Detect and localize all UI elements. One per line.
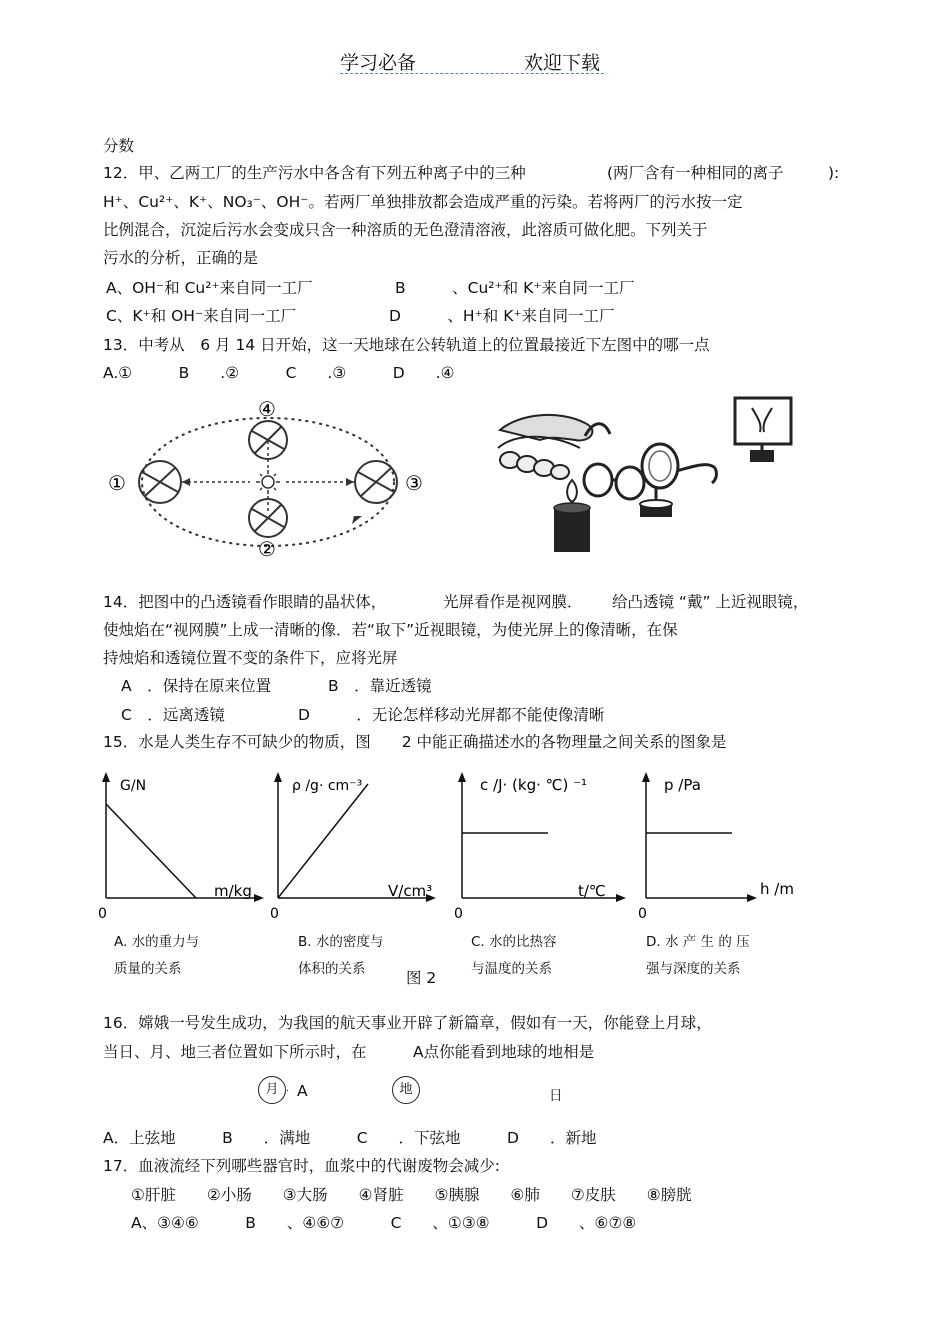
graph-b-ylabel: ρ /g· cm⁻³ xyxy=(292,778,363,794)
q12-option-b: B 、Cu²⁺和 K⁺来自同一工厂 xyxy=(395,279,635,297)
candle-icon xyxy=(554,480,590,552)
header-right: 欢迎下载 xyxy=(524,52,601,74)
graph-a-xlabel: m/kg xyxy=(214,882,252,900)
orbit-label-4: ④ xyxy=(258,397,276,421)
q17-stem: 17．血液流经下列哪些器官时，血浆中的代谢废物会减少: xyxy=(103,1157,500,1175)
orbit-label-3: ③ xyxy=(405,471,423,495)
moon-symbol: 月 xyxy=(258,1076,286,1104)
graph-b-caption1: B. 水的密度与 xyxy=(298,934,384,950)
point-dot-icon: · xyxy=(286,1086,290,1097)
earth-symbol: 地 xyxy=(392,1076,420,1104)
q14-option-b: B ．靠近透镜 xyxy=(328,677,432,695)
q14-option-c: C ．远离透镜 xyxy=(121,706,225,724)
graph-b-caption2: 体积的关系 xyxy=(298,961,366,977)
q14-line1b: 光屏看作是视网膜． xyxy=(443,593,583,611)
graph-c-xlabel: t/℃ xyxy=(578,882,606,900)
point-a-label: A xyxy=(297,1082,308,1100)
graph-c-ylabel: c /J· (kg· ℃) ⁻¹ xyxy=(480,776,588,794)
graph-b xyxy=(268,770,443,920)
q16-line1: 16．嫦娥一号发生成功，为我国的航天事业开辟了新篇章，假如有一天，你能登上月球， xyxy=(103,1014,712,1032)
section-label: 分数 xyxy=(103,137,135,155)
graph-a-ylabel: G/N xyxy=(120,778,147,794)
header-divider xyxy=(340,73,604,74)
light-screen-icon xyxy=(735,398,791,462)
graph-d-ylabel: p /Pa xyxy=(664,776,701,794)
graph-d-caption2: 强与深度的关系 xyxy=(646,961,741,977)
graph-d-xlabel: h /m xyxy=(760,880,794,898)
q14-line3: 持烛焰和透镜位置不变的条件下，应将光屏 xyxy=(103,649,398,667)
graph-b-origin: 0 xyxy=(270,906,279,920)
earth-position-1 xyxy=(139,461,181,503)
q14-line2: 使烛焰在“视网膜”上成一清晰的像．若“取下”近视眼镜，为使光屏上的像清晰，在保 xyxy=(103,621,678,639)
q12-ions: H⁺、Cu²⁺、K⁺、NO₃⁻、OH⁻。若两厂单独排放都会造成严重的污染。若将两厂的污水按一定 xyxy=(103,193,743,211)
header-left: 学习必备 xyxy=(340,52,417,74)
convex-lens-icon xyxy=(640,444,678,517)
q16-options: A．上弦地 B ．满地 C ．下弦地 D ．新地 xyxy=(103,1129,597,1147)
q12-option-c: C、K⁺和 OH⁻来自同一工厂 xyxy=(106,307,297,325)
q12-option-a: A、OH⁻和 Cu²⁺来自同一工厂 xyxy=(106,279,313,297)
hand-icon xyxy=(498,415,592,479)
q14-option-a: A ．保持在原来位置 xyxy=(121,677,272,695)
graph-c-caption2: 与温度的关系 xyxy=(471,961,552,977)
graph-a-caption2: 质量的关系 xyxy=(114,961,182,977)
orbit-label-1: ① xyxy=(108,471,126,495)
earth-position-3 xyxy=(355,461,397,503)
graph-d-caption1: D. 水 产 生 的 压 xyxy=(646,934,750,950)
graph-c-caption1: C. 水的比热容 xyxy=(471,934,557,950)
q14-line1a: 14．把图中的凸透镜看作眼睛的晶状体， xyxy=(103,593,387,611)
graph-d xyxy=(636,770,811,920)
graph-a-caption1: A. 水的重力与 xyxy=(114,934,200,950)
q17-options: A、③④⑥ B 、④⑥⑦ C 、①③⑧ D 、⑥⑦⑧ xyxy=(131,1214,637,1232)
graph-a-line xyxy=(106,804,196,898)
q12-option-d: D 、H⁺和 K⁺来自同一工厂 xyxy=(389,307,615,325)
graph-c xyxy=(452,770,632,920)
q12-line3: 比例混合，沉淀后污水会变成只含一种溶质的无色澄清溶液，此溶质可做化肥。下列关于 xyxy=(103,221,708,239)
figure-2-label: 图 2 xyxy=(406,969,437,987)
graph-b-xlabel: V/cm³ xyxy=(388,882,433,900)
graph-c-origin: 0 xyxy=(454,906,463,920)
q12-stem-end: ): xyxy=(828,164,840,182)
q14-line1c: 给凸透镜 “戴” 上近视眼镜， xyxy=(612,593,809,611)
graph-b-line xyxy=(278,784,368,898)
q17-organs: ①肝脏 ②小肠 ③大肠 ④肾脏 ⑤胰腺 ⑥肺 ⑦皮肤 ⑧膀胱 xyxy=(131,1186,692,1204)
q12-line4: 污水的分析，正确的是 xyxy=(103,249,259,267)
sun-icon xyxy=(256,470,280,494)
q16-line2: 当日、月、地三者位置如下所示时，在 A点你能看到地球的地相是 xyxy=(103,1043,595,1061)
orbit-diagram xyxy=(100,396,440,561)
q13-stem: 13．中考从 6 月 14 日开始，这一天地球在公转轨道上的位置最接近下左图中的哪一点 xyxy=(103,336,710,354)
q13-options: A.① B .② C .③ D .④ xyxy=(103,364,455,382)
graph-a xyxy=(96,770,266,920)
graph-d-origin: 0 xyxy=(638,906,647,920)
q12-stem-paren: (两厂含有一种相同的离子 xyxy=(607,164,784,182)
sun-label: 日 xyxy=(549,1088,563,1104)
orbit-label-2: ② xyxy=(258,537,276,561)
q12-stem: 12．甲、乙两工厂的生产污水中各含有下列五种离子中的三种 xyxy=(103,164,526,182)
q14-option-d: D ．无论怎样移动光屏都不能使像清晰 xyxy=(298,706,605,724)
graph-a-origin: 0 xyxy=(98,906,107,920)
q15-stem: 15．水是人类生存不可缺少的物质，图 2 中能正确描述水的各物理量之间关系的图象是 xyxy=(103,733,727,751)
lens-apparatus-illustration xyxy=(490,388,800,558)
